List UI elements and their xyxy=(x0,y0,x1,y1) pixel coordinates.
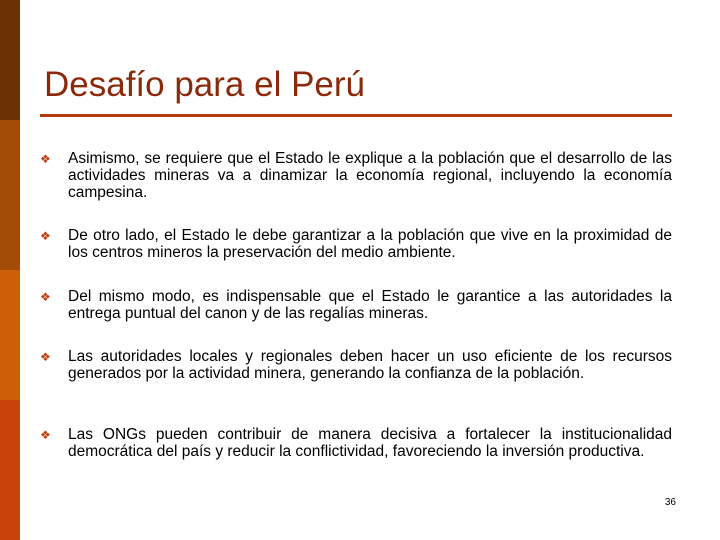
side-bar-segment xyxy=(0,270,20,400)
checkmark-diamond-icon: ❖ xyxy=(40,428,51,442)
bullet-item xyxy=(40,150,672,201)
checkmark-diamond-icon: ❖ xyxy=(40,229,51,243)
bullet-text: Del mismo modo, es indispensable que el Estado le garantice a las autoridades la entrega puntual del canon y de las regalías mineras. xyxy=(68,288,672,322)
title-underline xyxy=(40,114,672,117)
bullet-text: De otro lado, el Estado le debe garantizar a la población que vive en la proximidad de los centros mineros la preservación del medio ambiente. xyxy=(68,227,672,261)
side-bar-segment xyxy=(0,0,20,120)
slide-title: Desafío para el Perú xyxy=(44,65,366,104)
bullet-text: Asimismo, se requiere que el Estado le explique a la población que el desarrollo de las actividades mineras va a dinamizar la economía regional, incluyendo la economía campesina. xyxy=(68,150,672,201)
checkmark-diamond-icon: ❖ xyxy=(40,290,51,304)
bullet-item xyxy=(40,227,672,261)
bullet-item xyxy=(40,348,672,382)
page-number: 36 xyxy=(664,497,676,508)
side-bar-segment xyxy=(0,400,20,540)
checkmark-diamond-icon: ❖ xyxy=(40,350,51,364)
bullet-item xyxy=(40,426,672,460)
bullet-text: Las autoridades locales y regionales deben hacer un uso eficiente de los recursos generados por la actividad minera, generando la confianza de la población. xyxy=(68,348,672,382)
side-bar-segment xyxy=(0,120,20,270)
side-decoration-bar xyxy=(0,0,20,540)
checkmark-diamond-icon: ❖ xyxy=(40,152,51,166)
bullet-text: Las ONGs pueden contribuir de manera decisiva a fortalecer la institucionalidad democrática del país y reducir la conflictividad, favoreciendo la inversión productiva. xyxy=(68,426,672,460)
bullet-item xyxy=(40,288,672,322)
